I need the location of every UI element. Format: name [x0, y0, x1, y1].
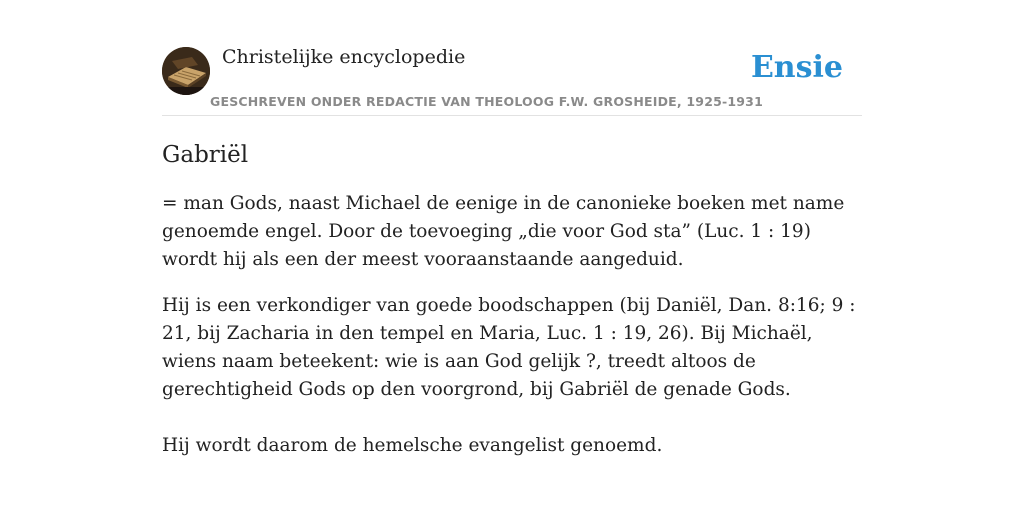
article-paragraph: Hij wordt daarom de hemelsche evangelist genoemd.	[162, 435, 663, 456]
site-header	[162, 44, 862, 116]
article-paragraph: = man Gods, naast Michael de eenige in de canonieke boeken met name genoemde engel. Door de toevoeging „die voor God sta” (Luc. 1 : 19) wordt hij als een der meest vooraanstaande aangeduid.	[162, 193, 845, 270]
book-photo-icon[interactable]	[162, 47, 210, 95]
article-title: Gabriël	[162, 142, 249, 168]
article-paragraph: Hij is een verkondiger van goede boodschappen (bij Daniël, Dan. 8:16; 9 : 21, bij Zacharia in den tempel en Maria, Luc. 1 : 19, 26). Bij Michaël, wiens naam beteekent: wie is aan God gelijk ?, treedt altoos de gerechtigheid Gods op den voorgrond, bij Gabriël de genade Gods.	[162, 295, 856, 400]
brand-logo[interactable]: Ensie	[750, 50, 843, 85]
site-title[interactable]: Christelijke encyclopedie	[222, 46, 466, 68]
article	[162, 138, 864, 478]
site-subtitle: GESCHREVEN ONDER REDACTIE VAN THEOLOOG F.W. GROSHEIDE, 1925-1931	[210, 94, 763, 109]
